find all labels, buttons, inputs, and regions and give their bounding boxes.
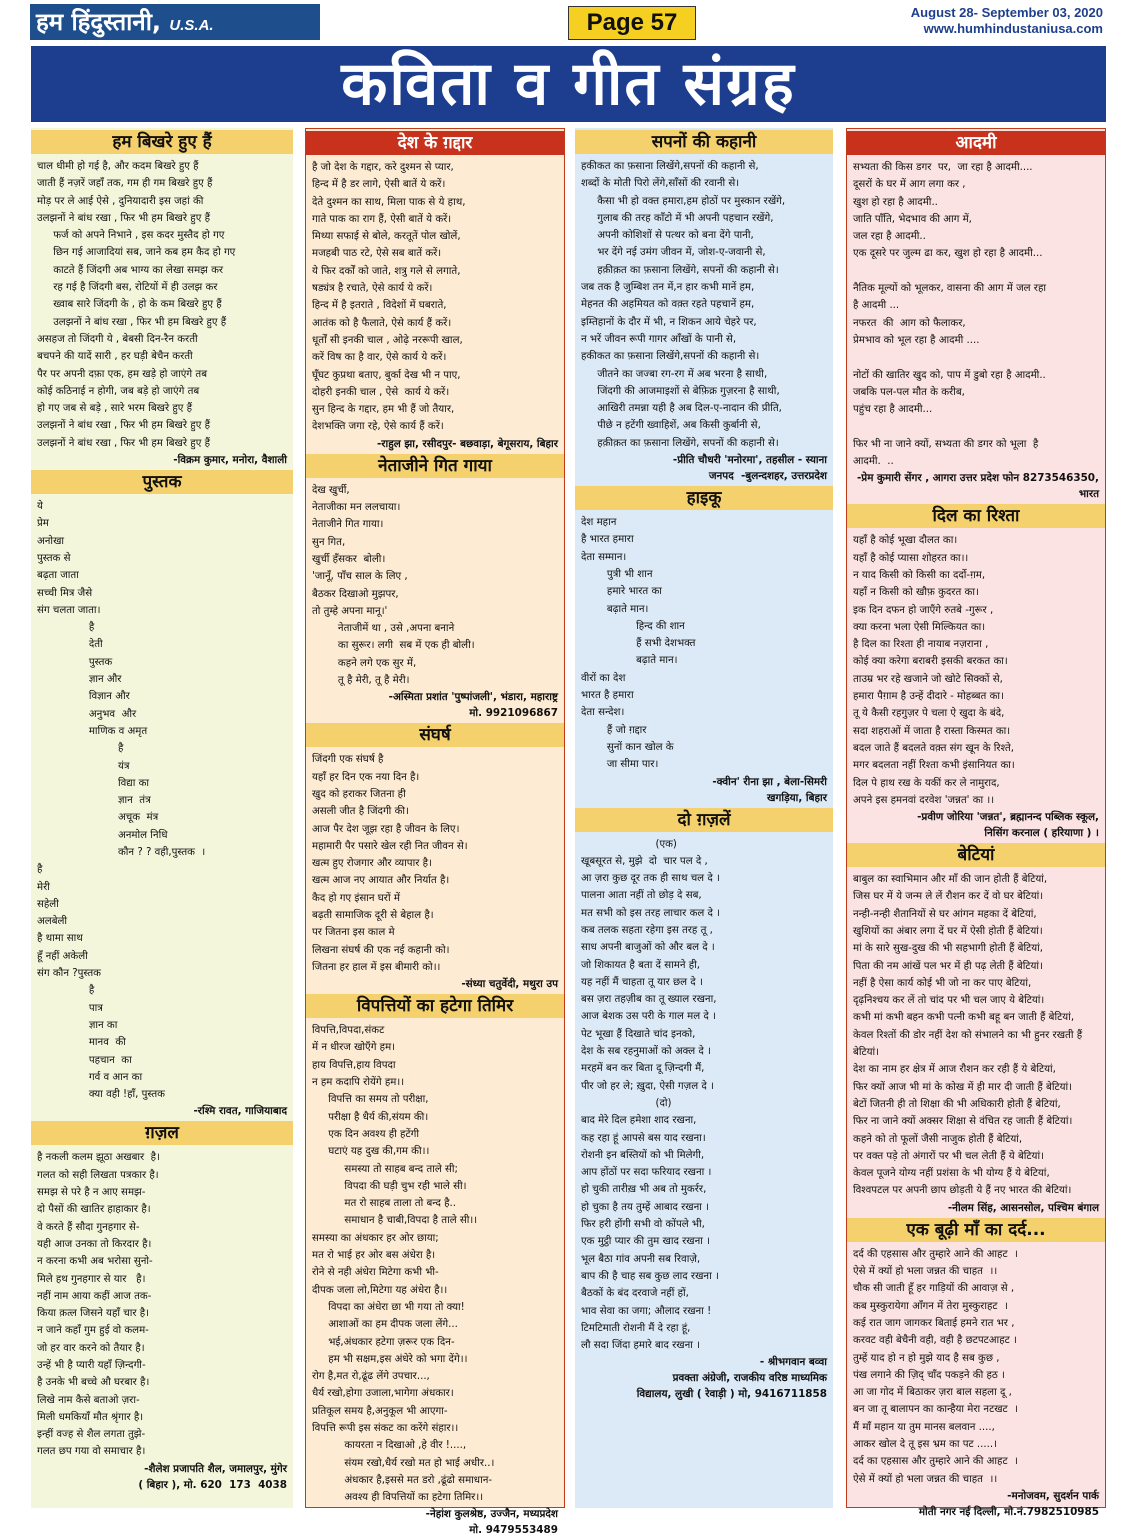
poem-author: -नेहांश कुलश्रेष्ठ, उज्जैन, मध्यप्रदेश मो. 9479553489 bbox=[425, 1508, 558, 1537]
poem-author: -क्वीन' रीना झा , बेला-सिमरी खगड़िया, बिहार bbox=[712, 775, 827, 804]
masthead-usa: U.S.A. bbox=[169, 17, 214, 34]
poem-author: -नीलम सिंह, आसनसोल, पश्चिम बंगाल bbox=[947, 1201, 1099, 1214]
poem-title: हाइकू bbox=[575, 486, 833, 510]
column-2 bbox=[305, 128, 565, 1537]
section-banner: कविता व गीत संग्रह bbox=[31, 46, 1106, 122]
poem-title: ग़ज़ल bbox=[31, 1121, 293, 1145]
poem-title: आदमी bbox=[847, 131, 1105, 155]
poem-body: विपत्ति,विपदा,संकट में न धीरज खोएँगे हम। हाय विपत्ति,हाय विपदा न हम कदापि रोयेंगे हम।। विपत्ति का समय तो परीक्षा, परीक्षा है धैर्य की,संयम की। एक दिन अवश्य ही हटेंगी घटाएं यह दुख की,गम की।। समस्या तो साहब बन्द ताले सी; विपदा की घड़ी चुभ रही भाले सी। मत रो साहब ताला तो बन्द है.. समाधान है चाबी,विपदा है ताले सी।। समस्या का अंधकार हर ओर छाया; मत रो भाई हर ओर बस अंधेरा है। रोने से नही अंधेरा मिटेगा कभी भी- दीपक जला लो,मिटेगा यह अंधेरा है।। विपदा का अंधेरा छा भी गया तो क्या! आशाओं का हम दीपक जला लेंगे... भई,अंधकार हटेगा ज़रूर एक दिन- हम भी सक्षम,इस अंधेरे को भगा देंगे।। रोग है,मत रो,ढूंढ लेंगे उपचार..., धैर्य रखो,होगा उजाला,भागेगा अंधकार। प्रतिकूल समय है,अनुकूल भी आएगा- विपत्ति रूपी इस संकट का करेंगे संहार।। कायरता न दिखाओ ,हे वीर !...., संयम रखो,धैर्य रखो मत हो भाई अधीर..। अंधकार है,इससे मत डरो ,ढूंढो समाधान- अवश्य ही विपत्तियों का हटेगा तिमिर।। bbox=[312, 1025, 495, 1504]
poem-body: देख खुर्ची, नेताजीका मन ललचाया। नेताजीने गित गाया। सुन गित, खुर्ची हँसकर बोली। 'जानूँ, पाँच साल के लिए , बैठकर दिखाओ मुझपर, तो तुम्हे अपना मानू।' नेताजीमें था , उसे ,अपना बनाने का सुरूर। लगी सब में एक ही बोली। कहने लगे एक सुर में, तू है मेरी, तू है मेरी। bbox=[312, 484, 475, 687]
page-number: Page 57 bbox=[568, 6, 696, 40]
poem-author: -संध्या चतुर्वेदी, मथुरा उप bbox=[461, 978, 558, 991]
poem-title: बेटियां bbox=[847, 843, 1105, 867]
poem-body: जिंदगी एक संघर्ष है यहाँ हर दिन एक नया दिन है। खुद को हराकर जितना ही असली जीत है जिंदगी की। आज पैर देश जूझ रहा है जीवन के लिए। महामारी पैर पसारे खेल रही नित जीवन से। खत्म हुए रोजगार और व्यापार है। खत्म आज नए आयात और निर्यात है। कैद हो गए इंसान घरों में बढ़ती सामाजिक दूरी से बेहाल है। पर जितना इस काल मे लिखना संघर्ष की एक नई कहानी को। जितना हर हाल में इस बीमारी को।। bbox=[312, 754, 468, 973]
poem-title: हम बिखरे हुए हैं bbox=[31, 130, 293, 154]
poem-body: है जो देश के गद्दार, करे दुश्मन से प्यार, हिन्द में है डर लागे, ऐसी बातें ये करें। देते दुश्मन का साथ, मिला पाक से ये हाथ, गाते पाक का राग हैं, ऐसी बातें ये करें। मिथ्या सफाई से बोले, करतूतें पोल खोलें, मजहबी पाठ रटे, ऐसे सब बातें करें। ये फिर दर्कों को जाते, शत्रु गले से लगाते, षड्यंत्र है रचाते, ऐसे कार्य ये करें। हिन्द में है इतराते , विदेशों में घबराते, आतंक को है फैलाते, ऐसे कार्य हैं करें। धूर्तों सी इनकी चाल , ओढ़े नररूपी खाल, करें विष का है वार, ऐसे कार्य ये करें। घूँघट कुप्रथा बताए, बुर्का देख भी न पाए, दोहरी इनकी चाल , ऐसे कार्य ये करें। सुन हिन्द के गद्दार, हम भी हैं जो तैयार, देशभक्ति जगा रहे, ऐसे कार्य हैं करें। bbox=[312, 162, 466, 433]
poem-body: यहाँ है कोई भूखा दौलत का। यहाँ है कोई प्यासा शोहरत का।। न याद किसी को किसी का दर्दो-ग़म, यहाँ न किसी को खौफ़ कुदरत का। इक दिन दफन हो जाएँगे रुतबे -गुरूर , क्या करना भला ऐसी मिल्कियत का। है दिल का रिश्ता ही नायाब नज़राना , कोई क्या करेगा बराबरी इसकी बरकत का। ताउम्र भर रहे खजाने जो खोटे सिक्कों से, हमारा पैग़ाम है उन्हें दीदारे - मोहब्बत का। तू ये कैसी रहगुज़र पे चला ऐ खुदा के बंदे, सदा शहराओं में जाता है रास्ता किस्मत का। बदल जाते हैं बदलते वक़्त संग खून के रिश्ते, मगर बदलता नहीं रिश्ता कभी इंसानियत का। दिल पे हाथ रख के यकीं कर ले नामुराद, अपने इस हमनवां दरवेश 'जन्नत' का ।। bbox=[853, 535, 1015, 806]
issue-info bbox=[911, 5, 1103, 37]
poem-author: -प्रीति चौधरी 'मनोरमा', तहसील - स्याना जनपद -बुलन्दशहर, उत्तरप्रदेश bbox=[672, 454, 827, 483]
poem-body: हकीकत का फ़साना लिखेंगे,सपनों की कहानी से, शब्दों के मोती पिरो लेंगे,साँसों की रवानी से। कैसा भी हो वक्त हमारा,हम होठों पर मुस्कान रखेंगे, गुलाब की तरह काँटो में भी अपनी पहचान रखेंगे, अपनी कोशिशों से पत्थर को बना देंगे पानी, भर देंगे नई उमंग जीवन में, जोश-ए-जवानी से, हक़ीक़त का फ़साना लिखेंगे, सपनों की कहानी से। जब तक है जुम्बिश तन में,न हार कभी मानें हम, मेहनत की अहमियत को वक़्त रहते पहचानें हम, इम्तिहानों के दौर में भी, न शिकन आये चेहरे पर, न भरें जीवन रूपी गागर आँखों के पानी से, हकीकत का फ़साना लिखेंगे,सपनों की कहानी से। जीतने का जज्बा रग-रग में अब भरना है साथी, जिंदगी की आजमाइशों से बेफ़िक्र गुज़रना है साथी, आखिरी तमन्ना यही है अब दिल-ए-नादान की प्रीति, पीछे न हटेंगी ख्वाहिशें, अब किसी कुर्बानी से, हक़ीक़त का फ़साना लिखेंगे, सपनों की कहानी से। bbox=[581, 161, 786, 449]
poem-title: देश के ग़द्दार bbox=[306, 131, 564, 155]
page-header bbox=[0, 0, 1135, 44]
poem-title: एक बूढ़ी माँ का दर्द... bbox=[847, 1218, 1105, 1242]
poem-author: -प्रेम कुमारी सेंगर , आगरा उत्तर प्रदेश फोन 8273546350, भारत bbox=[856, 472, 1103, 501]
poem-author: -प्रवीण जोरिया 'जन्नत', ब्रह्मानन्द पब्लिक स्कूल, निसिंग करनाल ( हरियाणा ) । bbox=[917, 811, 1099, 840]
poem-body: दर्द की एहसास और तुम्हारे आने की आहट । ऐसे में क्यों हो भला जन्नत की चाहत ।। चौक सी जाती हूँ हर गाड़ियों की आवाज़ से , कब मुस्कुरायेगा आँगन में तेरा मुस्कुराहट । कई रात जाग जागकर बिताई हमने रात भर , करवट वही बेचैनी वही, वही है छटपटआहट । तुम्हें याद हो न हो मुझे याद है सब कुछ , पंख लगाने की ज़िद् चाँद पकड़ने की हठ । आ जा गोद में बिठाकर ज़रा बाल सहला दू , बन जा तू बालापन का कान्हैया मेरा नटखट । मैं माँ महान या तुम मानस बलवान ...., आकर खोल दे तू इस भ्रम का पट .....। दर्द का एहसास और तुम्हारे आने की आहट । ऐसे में क्यों हो भला जन्नत की चाहत ।। bbox=[853, 1248, 1019, 1485]
poem-author: -रश्मि रावत, गाजियाबाद bbox=[193, 1105, 287, 1118]
poem-title: पुस्तक bbox=[31, 470, 293, 494]
website-link[interactable]: www.humhindustaniusa.com bbox=[923, 21, 1103, 36]
column-1 bbox=[31, 128, 293, 1508]
poem-author: - श्रीभगवान बव्वा प्रवक्ता अंग्रेजी, राजकीय वरिष्ठ माध्यमिक विद्यालय, लुखी ( रेवाड़ी ) मो, 9416711858 bbox=[636, 1356, 827, 1401]
poem-author: -शैलेश प्रजापति शैल, जमालपुर, मुंगेर ( बिहार ), मो. 620 173 4038 bbox=[138, 1462, 287, 1491]
poem-body: चाल धीमी हो गई है, और कदम बिखरे हुए हैं जाती हैं नज़रें जहाँ तक, गम ही गम बिखरे हुए हैं मोड़ पर ले आई ऐसे , दुनियादारी इस जहां की उलझनों ने बांध रखा , फिर भी हम बिखरे हुए हैं फर्ज को अपने निभाने , इस कदर मुस्तैद हो गए छिन गई आजादियां सब, जाने कब हम कैद हो गए काटते हैं जिंदगी अब भाग्य का लेखा समझ कर रह गई है जिंदगी बस, रोटियों में ही उलझ कर ख्वाब सारे जिंदगी के , हो के कम बिखरे हुए हैं उलझनों ने बांध रखा , फिर भी हम बिखरे हुए हैं असहज तो जिंदगी ये , बेबसी दिन-रैन करती बचपने की यादें सारी , हर घड़ी बेचैन करती पैर पर अपनी दफ़ा एक, हम खड़े हो जाएंगे तब कोई कठिनाई न होगी, जब बड़े हो जाएंगे तब हो गए जब से बड़े , सारे भरम बिखरे हुए हैं उलझनों ने बांध रखा , फिर भी हम बिखरे हुए हैं उलझनों ने बांध रखा , फिर भी हम बिखरे हुए हैं bbox=[37, 161, 236, 449]
poem-body: ये प्रेम अनोखा पुस्तक से बढ़ता जाता सच्ची मित्र जैसे संग चलता जाता। है देती पुस्तक ज्ञान और विज्ञान और अनुभव और माणिक व अमृत है यंत्र विद्या का ज्ञान तंत्र अचूक मंत्र अनमोल निधि कौन ? ? वही,पुस्तक । है मेरी सहेली अलबेली है थामा साथ हूँ नहीं अकेली संग कौन ?पुस्तक है पात्र ज्ञान का मानव की पहचान का गर्व व आन का क्या वही !हाँ, पुस्तक bbox=[37, 501, 206, 1101]
poem-body: सभ्यता की किस डगर पर, जा रहा है आदमी.... दूसरों के घर में आग लगा कर , खुश हो रहा है आदमी.. जाति पाँति, भेदभाव की आग में, जल रहा है आदमी.. एक दूसरे पर जुल्म ढा कर, खुश हो रहा है आदमी... नैतिक मूल्यों को भूलकर, वासना की आग में जल रहा है आदमी ... नफरत की आग को फैलाकर, प्रेमभाव को भूल रहा है आदमी .... नोटों की खातिर खुद को, पाप में डुबो रहा है आदमी.. जबकि पल-पल मौत के करीब, पहुंच रहा है आदमी... फिर भी ना जाने क्यों, सभ्यता की डगर को भूला है आदमी. .. bbox=[853, 162, 1046, 468]
poem-body: बाबुल का स्वाभिमान और माँ की जान होती हैं बेटियां, जिस घर में ये जन्म ले लें रौशन कर दें वो घर बेटियां। नन्ही-नन्ही शैतानियों से घर आंगन महका दें बेटियां, खुशियों का अंबार लगा दें घर में ऐसी होती हैं बेटियां। मां के सारे सुख-दुख की भी सहभागी होती हैं बेटियां, पिता की नम आंखें पल भर में ही पढ़ लेती हैं बेटियां। नहीं है ऐसा कार्य कोई भी जो ना कर पाए बेटियां, दृढ़निश्चय कर लें तो चांद पर भी चल जाए ये बेटियां। कभी मां कभी बहन कभी पत्नी कभी बहू बन जाती हैं बेटियां, केवल रिश्तों की डोर नहीं देश को संभालने का भी हुनर रखती हैं बेटियां। देश का नाम हर क्षेत्र में आज रौशन कर रही हैं ये बेटियां, फिर क्यों आज भी मां के कोख में ही मार दी जाती हैं बेटियां। बेटों जितनी ही तो शिक्षा की भी अधिकारी होती हैं बेटियां, फिर ना जाने क्यों अक्सर शिक्षा से वंचित रह जाती हैं बेटियां। कहने को तो फूलों जैसी नाजुक होती हैं बेटियां, पर वक्त पड़े तो अंगारों पर भी चल लेती हैं ये बेटियां। केवल पूजने योग्य नहीं प्रशंसा के भी योग्य हैं ये बेटियां, विश्वपटल पर अपनी छाप छोड़ती ये हैं नए भारत की बेटियां। bbox=[853, 874, 1083, 1197]
masthead-title: हम हिंदुस्तानी, bbox=[36, 8, 162, 36]
issue-dates: August 28- September 03, 2020 bbox=[910, 5, 1103, 20]
poem-author: -विक्रम कुमार, मनोरा, वैशाली bbox=[173, 454, 287, 467]
masthead-logo bbox=[30, 4, 320, 40]
poem-body: है नकली कलम झूठा अखबार है। गलत को सही लिखता पत्रकार है। समझ से परे है न आए समझ- दो पैसों की खातिर हाहाकार है। वे करते हैं सौदा गुनहगार से- यही आज उनका तो किरदार है। न करना कभी अब भरोसा सुनो- मिले हथ गुनहगार से यार है। नहीं नाम आया कहीं आज तक- किया क़त्ल जिसने यहाँ चार है। न जाने कहाँ गुम हुई वो कलम- जो हर वार करने को तैयार है। उन्हें भी है प्यारी यहाँ ज़िन्दगी- है उनके भी बच्चे औ घरबार है। लिखे नाम कैसे बताओ ज़रा- मिली धमकियाँ मौत श्रृंगार है। इन्हीं वज्ह से शैल लगता तुझे- गलत छप गया वो समाचार है। bbox=[37, 1152, 160, 1458]
column-4 bbox=[846, 128, 1106, 1518]
poem-title: दो ग़ज़लें bbox=[575, 808, 833, 832]
poem-body: (एक) खूबसूरत से, मुझे दो चार पल दे , आ ज़रा कुछ दूर तक ही साथ चल दे । पालना आता नहीं तो छोड़ दे सब, मत सभी को इस तरह लाचार कल दे । कब तलक सहता रहेगा इस तरह तू , साध अपनी बाजुओं को और बल दे । जो शिकायत है बता दें सामने ही, यह नहीं मैं चाहता तू यार छल दे । बस ज़रा तहज़ीब का तू ख्याल रखना, आज बेशक उस परी के गाल मल दे । पेट भूखा हैं दिखाते चांद इनको, देश के सब रहनुमाओं को अक्ल दे । मरहमें बन कर बिता दू ज़िन्दगी मैं, पीर जो हर ले; ख़ुदा, ऐसी गज़ल दे । (दो) बाद मेरे दिल हमेशा शाद रखना, कह रहा हूं आपसे बस याद रखना। रोशनी इन बस्तियों को भी मिलेगी, आप होंठों पर सदा फरियाद रखना । हो चुकी तारीख़ भी अब तो मुकर्रर, हो चुका है तय तुम्हें आबाद रखना । फिर हरी होंगी सभी वो कोंपले भी, एक मुट्ठी प्यार की तुम खाद रखना । भूल बैठा गांव अपनी सब रिवाज़े, बाप की है चाह सब कुछ लाद रखना । बैठकों के बंद दरवाजे नहीं हों, भाव सेवा का जगा; औलाद रखना ! टिमटिमाती रोशनी मैं दे रहा हूं, लौ सदा जिंदा हमारे बाद रखना । bbox=[581, 838, 721, 1352]
poem-title: विपत्तियों का हटेगा तिमिर bbox=[306, 994, 564, 1018]
poem-body: देश महान है भारत हमारा देता सम्मान। पुत्री भी शान हमारे भारत का बढ़ाते मान। हिन्द की शान हैं सभी देशभक्त बढ़ाते मान। वीरों का देश भारत है हमारा देता सन्देश। हैं जो ग़द्दार सुनों कान खोल के जा सीमा पार। bbox=[581, 517, 696, 771]
poem-author: -राहुल झा, रसीदपुर- बछवाड़ा, बेगूसराय, बिहार bbox=[376, 437, 558, 450]
poem-title: नेताजीने गित गाया bbox=[306, 454, 564, 478]
poem-author: -अस्मिता प्रशांत 'पुष्पांजली', भंडारा, महाराष्ट्र मो. 9921096867 bbox=[388, 691, 558, 720]
poem-title: दिल का रिश्ता bbox=[847, 504, 1105, 528]
poem-title: संघर्ष bbox=[306, 723, 564, 747]
poem-author: -मनोजवम, सुदर्शन पार्क मोती नगर नई दिल्ली, मो.नं.7982510985 bbox=[918, 1489, 1099, 1518]
poem-title: सपनों की कहानी bbox=[575, 130, 833, 154]
column-3 bbox=[575, 128, 833, 1508]
